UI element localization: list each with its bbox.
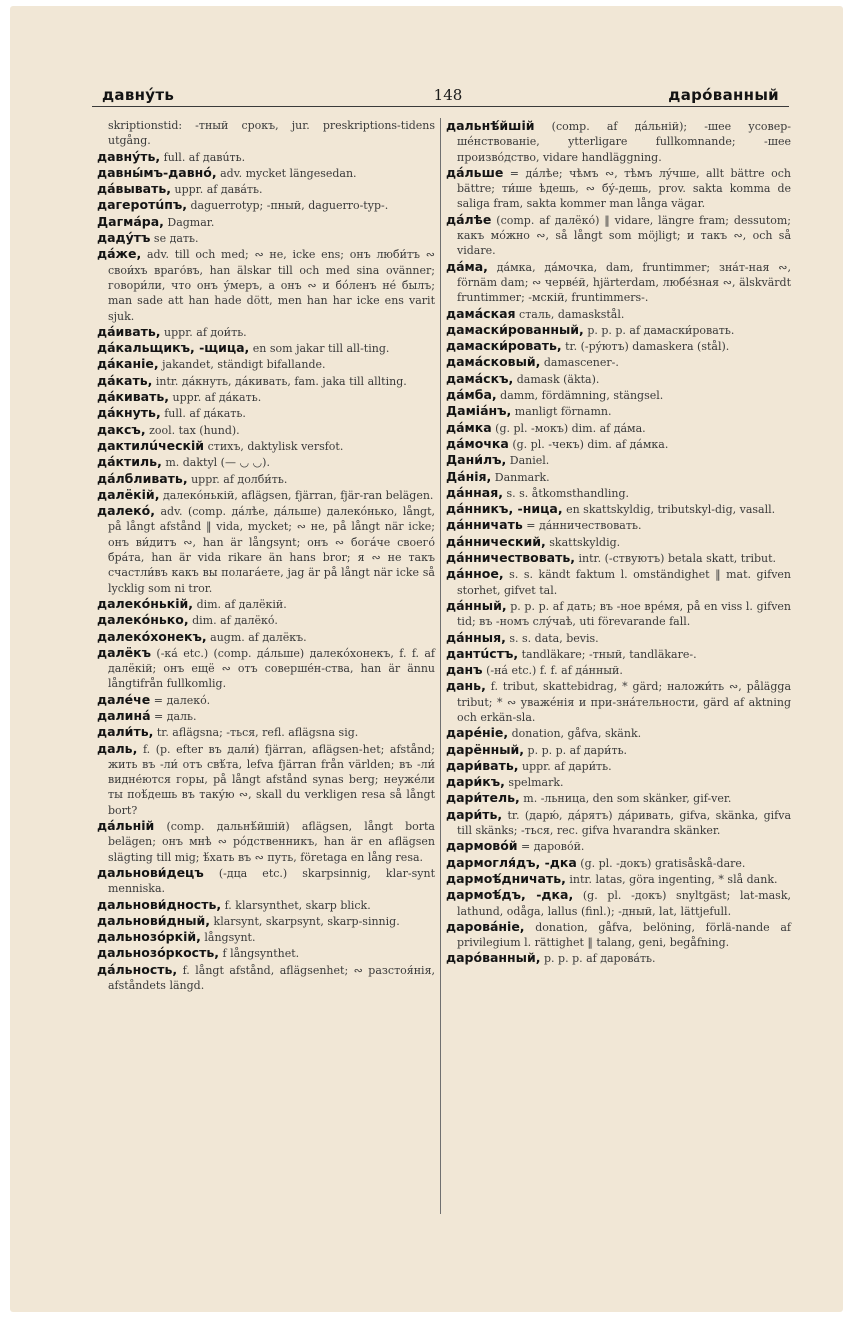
- entry-definition: (comp. af далёкó) ‖ vidare, längre fram; dessutom; какъ мóжно ∾, så långt som möjligt; и такъ ∾, och så vidare.: [457, 213, 792, 258]
- entry-headword: дамáсковый,: [446, 354, 541, 370]
- entry-headword: дактилúческій: [97, 437, 205, 453]
- left-column: [97, 118, 435, 993]
- entry-definition: uppr. af дари́ть.: [521, 759, 612, 773]
- entry-definition: p. p. p. af дари́ть.: [527, 743, 628, 757]
- entry-definition: tr. (дарю́, дáрятъ) дáривать, gifva, skänka, gifva till skänks; -ться, rec. gifva hvarandra skänker.: [457, 808, 792, 838]
- entry-headword: далинá: [97, 707, 151, 723]
- entry-definition: (-дца etc.) skarpsinnig, klar-synt menniska.: [108, 866, 436, 896]
- entry-definition: стихъ, daktylisk versfot.: [207, 439, 344, 453]
- dictionary-entry: [446, 469, 791, 485]
- running-head-right: дарóванный: [668, 86, 779, 104]
- dictionary-entry: [97, 612, 435, 628]
- entry-headword: дали́ть,: [97, 724, 154, 740]
- entry-definition: skriptionstid: -тный срокъ, jur. preskriptions-tidens utgång.: [108, 119, 435, 148]
- dictionary-entry: [97, 487, 435, 503]
- entry-headword: далёкъ: [97, 644, 152, 660]
- column-divider: [440, 118, 441, 1214]
- entry-headword: дарóванный,: [446, 950, 541, 966]
- entry-headword: дáже,: [97, 246, 142, 262]
- dictionary-entry: [446, 871, 791, 887]
- dictionary-entry: [446, 758, 791, 774]
- entry-headword: дарённый,: [446, 741, 525, 757]
- entry-headword: дáльность,: [97, 961, 178, 977]
- dictionary-entry: [97, 165, 435, 181]
- dictionary-entry: [446, 950, 791, 966]
- dictionary-entry: [446, 662, 791, 678]
- entry-headword: дáннический,: [446, 533, 546, 549]
- dictionary-entry: [97, 197, 435, 213]
- entry-headword: дáльше: [446, 164, 504, 180]
- entry-headword: дáнникъ, -ница,: [446, 501, 563, 517]
- page-number: 148: [433, 86, 463, 104]
- entry-headword: дамáская: [446, 305, 516, 321]
- entry-headword: дáканіе,: [97, 356, 159, 372]
- entry-definition: spelmark.: [508, 776, 564, 790]
- dictionary-entry: [97, 629, 435, 645]
- entry-definition: dim. af далёкó.: [192, 614, 278, 628]
- dictionary-entry: [97, 471, 435, 487]
- entry-headword: дáмба,: [446, 387, 497, 403]
- entry-definition: uppr. af дáкать.: [172, 391, 262, 405]
- dictionary-entry: [446, 403, 791, 419]
- entry-definition: (comp. дальнѣ́йшій) aflägsen, långt borta belägen; онъ мнѣ ∾ рóдственникъ, han är en aflägsen slägting till mig; ѣ́хать въ ∾ путь, företaga en lång resa.: [108, 820, 435, 864]
- entry-definition: dim. af далёкій.: [196, 597, 287, 611]
- entry-headword: дáмка: [446, 419, 492, 435]
- entry-definition: m. -льница, den som skänker, gif-ver.: [523, 792, 732, 806]
- dictionary-entry: [97, 945, 435, 961]
- entry-definition: = даровóй.: [521, 840, 585, 854]
- entry-definition: f. tribut, skattebidrag, * gärd; наложи́ть ∾, pålägga tribut; * ∾ уважéнія и при-знáтельности, gärd af aktning och erkän-sla.: [457, 680, 792, 724]
- dictionary-entry: [97, 962, 435, 994]
- dictionary-entry: [446, 630, 791, 646]
- entry-definition: = дáнничествовать.: [526, 519, 642, 533]
- entry-definition: tr. (-рýютъ) damaskera (stål).: [565, 340, 730, 354]
- dictionary-entry: [97, 741, 435, 818]
- entry-definition: daguerrotyp; -пный, daguerro-typ-.: [190, 199, 389, 213]
- entry-headword: дарéніе,: [446, 725, 509, 741]
- dictionary-entry: [97, 181, 435, 197]
- entry-headword: Дагмáра,: [97, 213, 164, 229]
- entry-headword: дальнови́дность,: [97, 896, 222, 912]
- entry-definition: дáмка, дáмочка, dam, fruntimmer; знáт-ная ∾, förnäm dam; ∾ черве́й, hjärterdam, любéзная ∾, älskvärdt fruntimmer; -мскій, fruntimmers-.: [457, 260, 792, 305]
- entry-definition: сталь, damaskstål.: [519, 307, 625, 321]
- entry-definition: = даль.: [154, 709, 197, 723]
- entry-headword: дáктиль,: [97, 454, 162, 470]
- entry-headword: дáнничать: [446, 517, 523, 533]
- entry-definition: adv. till och med; ∾ не, icke ens; онъ люби́тъ ∾ свои́хъ враго́въ, han älskar till och med sina ovänner; говори́ли, что онъ у́меръ, а онъ ∾ и бóленъ нé былъ; man sade att han hade dött, men han har icke ens varit sjuk.: [108, 248, 435, 323]
- dictionary-entry: [97, 373, 435, 389]
- dictionary-entry: [446, 452, 791, 468]
- entry-headword: дáнное,: [446, 566, 504, 582]
- dictionary-entry: [97, 340, 435, 356]
- entry-headword: дáивать,: [97, 323, 161, 339]
- entry-definition: full. af давúть.: [163, 150, 246, 164]
- entry-definition: tandläkare; -тный, tandläkare-.: [521, 647, 697, 661]
- entry-headword: даль,: [97, 740, 138, 756]
- entry-definition: adv. (comp. дáлѣе, дáльше) далекóнько, långt, på långt afstånd ‖ vida, mycket; ∾ не, på långt när icke; онъ ви́дитъ ∾, han är långsynt; онъ ∾ богáче своегó брáта, han är vida rikare än hans bror; я ∾ не такъ счастли́въ какъ вы полагáете, jag är på långt när icke så lycklig som ni tror.: [108, 505, 435, 595]
- dictionary-entry: [97, 708, 435, 724]
- dictionary-entry: [97, 230, 435, 246]
- entry-definition: intr. (-ствуютъ) betala skatt, tribut.: [578, 552, 777, 566]
- entry-headword: дáма,: [446, 258, 488, 274]
- entry-definition: damascener-.: [543, 356, 619, 370]
- entry-headword: дáвывать,: [97, 181, 171, 197]
- entry-headword: дармоѣ́дъ, -дка,: [446, 887, 574, 903]
- dictionary-entry: [446, 501, 791, 517]
- entry-headword: дамáскъ,: [446, 370, 514, 386]
- dictionary-entry: [446, 725, 791, 741]
- entry-headword: далекóхонекъ,: [97, 628, 207, 644]
- dictionary-entry: [446, 306, 791, 322]
- entry-headword: дармогля́дъ, -дка: [446, 854, 577, 870]
- entry-headword: даровáніе,: [446, 918, 525, 934]
- entry-headword: дáкнуть,: [97, 405, 161, 421]
- entry-definition: m. daktyl (— ◡ ◡).: [165, 456, 270, 470]
- entry-headword: далекóнькій,: [97, 595, 194, 611]
- dictionary-entry: [97, 454, 435, 470]
- entry-headword: Дани́лъ,: [446, 452, 507, 468]
- entry-definition: donation, gåfva, belöning, förlä-nande af privilegium l. rättighet ‖ talang, geni, begåfning.: [457, 920, 791, 950]
- dictionary-entry: [446, 855, 791, 871]
- dictionary-entry: [446, 646, 791, 662]
- entry-definition: f. klarsynthet, skarp blick.: [224, 898, 371, 912]
- entry-definition: klarsynt, skarpsynt, skarp-sinnig.: [213, 914, 400, 928]
- dictionary-entry: [446, 165, 791, 212]
- entry-headword: дальнѣ́йшій: [446, 118, 535, 133]
- entry-definition: p. p. p. af даровáть.: [544, 952, 656, 966]
- entry-headword: дáнныя,: [446, 629, 506, 645]
- entry-headword: дари́къ,: [446, 774, 505, 790]
- dictionary-entry: [97, 913, 435, 929]
- entry-headword: дáкать,: [97, 372, 153, 388]
- dictionary-entry: [446, 259, 791, 306]
- dictionary-entry: [97, 645, 435, 692]
- entry-definition: adv. mycket längesedan.: [220, 166, 357, 180]
- entry-definition: (-кá etc.) (comp. дáльше) далекóхонекъ, f. f. af далёкій; онъ ещё ∾ отъ соверше́н-ства, han är ännu långtifrån fullkomlig.: [108, 646, 435, 691]
- entry-definition: p. p. p. af дамаски́ровать.: [587, 323, 735, 337]
- dictionary-entry: [97, 389, 435, 405]
- dictionary-entry: [446, 790, 791, 806]
- entry-headword: дальнови́децъ: [97, 864, 204, 880]
- right-column: [446, 118, 791, 967]
- entry-definition: (g. pl. -докъ) snyltgäst; lat-mask, lathund, odåga, lallus (finl.); -дный, lat, lättjefull.: [457, 889, 791, 918]
- entry-headword: дáнничествовать,: [446, 550, 576, 566]
- entry-definition: (g. pl. -мокъ) dim. af дáма.: [495, 421, 646, 435]
- dictionary-entry: [446, 212, 791, 259]
- entry-headword: дантúстъ,: [446, 645, 519, 661]
- entry-definition: en som jakar till all-ting.: [252, 342, 390, 356]
- entry-headword: дари́вать,: [446, 757, 519, 773]
- dictionary-entry: [97, 438, 435, 454]
- entry-headword: дáмочка: [446, 435, 509, 451]
- entry-definition: = дáлѣе; чѣмъ ∾, тѣмъ лýчше, allt bättre och bättre; ти́ше ѣдешь, ∾ бý-дешь, prov. sakta komma de saliga fram, sakta kommer man långa vägar.: [457, 166, 791, 211]
- entry-definition: далекóнькій, aflägsen, fjärran, fjär-ran belägen.: [162, 488, 434, 502]
- entry-definition: damask (äkta).: [516, 372, 600, 386]
- entry-headword: дальнови́дный,: [97, 912, 211, 928]
- entry-headword: данъ: [446, 662, 483, 678]
- dictionary-entry: [446, 322, 791, 338]
- dictionary-entry: [97, 405, 435, 421]
- entry-definition: = далекó.: [153, 693, 211, 707]
- entry-headword: дари́ть,: [446, 806, 503, 822]
- dictionary-entry: [97, 929, 435, 945]
- entry-definition: full. af дáкать.: [164, 407, 246, 421]
- entry-definition: f långsynthet.: [222, 947, 300, 961]
- entry-definition: uppr. af долби́ть.: [191, 472, 288, 486]
- dictionary-entry: [446, 550, 791, 566]
- entry-headword: Дамiáнъ,: [446, 403, 512, 419]
- entry-headword: дамаски́ровать,: [446, 338, 562, 354]
- dictionary-entry: [446, 371, 791, 387]
- dictionary-entry: [446, 807, 791, 839]
- dictionary-entry: [97, 692, 435, 708]
- dictionary-entry: [446, 517, 791, 533]
- dictionary-entry: [97, 503, 435, 596]
- entry-definition: damm, fördämning, stängsel.: [500, 389, 664, 403]
- entry-definition: Dagmar.: [167, 215, 215, 229]
- entry-headword: дальнозóркій,: [97, 929, 201, 945]
- entry-headword: дáнная,: [446, 484, 504, 500]
- entry-headword: дальнозóркость,: [97, 945, 219, 961]
- dictionary-entry: [446, 534, 791, 550]
- dictionary-entry: [446, 838, 791, 854]
- running-head-left: давнýть: [102, 86, 175, 104]
- dictionary-entry: [446, 387, 791, 403]
- dictionary-entry: [97, 356, 435, 372]
- dictionary-entry: [446, 774, 791, 790]
- dictionary-entry: [97, 422, 435, 438]
- entry-headword: Дáнія,: [446, 468, 492, 484]
- entry-definition: augm. af далёкъ.: [210, 630, 307, 644]
- dictionary-entry: [97, 214, 435, 230]
- dictionary-entry: [446, 354, 791, 370]
- entry-definition: manligt förnamn.: [514, 405, 612, 419]
- entry-headword: давны́мъ-давнó,: [97, 164, 217, 180]
- entry-headword: даксъ,: [97, 421, 146, 437]
- entry-definition: jakandet, ständigt bifallande.: [162, 358, 326, 372]
- entry-definition: intr. latas, göra ingenting, * slå dank.: [569, 872, 778, 886]
- entry-headword: дáкивать,: [97, 389, 170, 405]
- entry-definition: f. långt afstånd, aflägsenhet; ∾ разстоя́нія, afståndets längd.: [108, 963, 436, 993]
- entry-definition: s. s. data, bevis.: [509, 631, 599, 645]
- entry-headword: далекó,: [97, 503, 155, 519]
- entry-headword: дармовóй: [446, 838, 518, 854]
- entry-definition: se дать.: [153, 232, 199, 246]
- entry-headword: дáлбливать,: [97, 470, 188, 486]
- entry-definition: tr. aflägsna; -ться, refl. aflägsna sig.: [156, 726, 359, 740]
- entry-definition: s. s. åtkomsthandling.: [506, 486, 629, 500]
- dictionary-entry: [97, 596, 435, 612]
- entry-headword: дань,: [446, 678, 486, 694]
- dictionary-entry: [446, 566, 791, 598]
- entry-definition: Danmark.: [494, 470, 550, 484]
- entry-headword: далёкій,: [97, 486, 160, 502]
- entry-definition: (g. pl. -докъ) gratisåskå-dare.: [580, 856, 746, 870]
- entry-definition: en skattskyldig, tributskyl-dig, vasall.: [566, 503, 776, 517]
- entry-headword: далéче: [97, 691, 151, 707]
- entry-headword: дáльній: [97, 818, 155, 834]
- entry-definition: skattskyldig.: [549, 535, 621, 549]
- dictionary-entry: [446, 598, 791, 630]
- entry-definition: uppr. af давáть.: [174, 183, 263, 197]
- entry-headword: дармоѣ́дничать,: [446, 870, 566, 886]
- entry-headword: дáнный,: [446, 597, 507, 613]
- entry-headword: далекóнько,: [97, 612, 189, 628]
- dictionary-entry: [446, 887, 791, 919]
- entry-headword: дамаски́рованный,: [446, 321, 584, 337]
- dictionary-entry: [446, 420, 791, 436]
- dictionary-entry: [446, 678, 791, 725]
- dictionary-entry: [446, 919, 791, 951]
- entry-headword: дагеротúпъ,: [97, 197, 187, 213]
- entry-definition: donation, gåfva, skänk.: [511, 727, 642, 741]
- entry-definition: (comp. af дáльній); -шее усовер-шéнствованіе, ytterligare fullkomnande; -шее произвóдство, vidare handläggning.: [457, 120, 792, 164]
- entry-definition: p. p. p. af дать; въ -ное врéмя, på en viss l. gifven tid; въ -номъ слýчаѣ, uti förevarande fall.: [457, 599, 792, 629]
- entry-definition: uppr. af дои́ть.: [164, 325, 247, 339]
- dictionary-entry: [97, 118, 435, 149]
- dictionary-entry: [97, 818, 435, 865]
- entry-headword: дари́тель,: [446, 790, 520, 806]
- dictionary-entry: [446, 485, 791, 501]
- entry-headword: давнýть,: [97, 148, 161, 164]
- entry-definition: s. s. kändt faktum l. omständighet ‖ mat. gifven storhet, gifvet tal.: [457, 568, 791, 597]
- header-rule: [92, 106, 789, 107]
- dictionary-entry: [446, 338, 791, 354]
- entry-headword: дáкальщикъ, -щица,: [97, 340, 250, 356]
- entry-definition: långsynt.: [204, 931, 256, 945]
- entry-definition: (-нá etc.) f. f. af дáнный.: [486, 664, 623, 678]
- entry-definition: zool. tax (hund).: [149, 423, 240, 437]
- dictionary-entry: [97, 865, 435, 897]
- entry-definition: intr. дáкнуть, дáкивать, fam. jaka till allting.: [155, 374, 407, 388]
- dictionary-entry: [97, 246, 435, 323]
- dictionary-entry: [446, 436, 791, 452]
- entry-definition: (g. pl. -чекъ) dim. af дáмка.: [512, 437, 669, 451]
- entry-definition: Daniel.: [509, 454, 550, 468]
- entry-definition: f. (p. efter въ дали́) fjärran, aflägsen-het; afstånd; жить въ -ли́ отъ свѣ́та, lefva fjärran från världen; въ -ли́ видне́ются горы, på långt afstånd synas berg; неужéли ты поѣ́дешь въ такýю ∾, skall du verkligen resa så långt bort?: [108, 742, 436, 817]
- entry-headword: дадýтъ: [97, 230, 151, 246]
- dictionary-entry: [446, 118, 791, 165]
- entry-headword: дáлѣе: [446, 211, 492, 227]
- dictionary-entry: [97, 149, 435, 165]
- dictionary-entry: [446, 742, 791, 758]
- dictionary-entry: [97, 324, 435, 340]
- dictionary-entry: [97, 897, 435, 913]
- dictionary-entry: [97, 724, 435, 740]
